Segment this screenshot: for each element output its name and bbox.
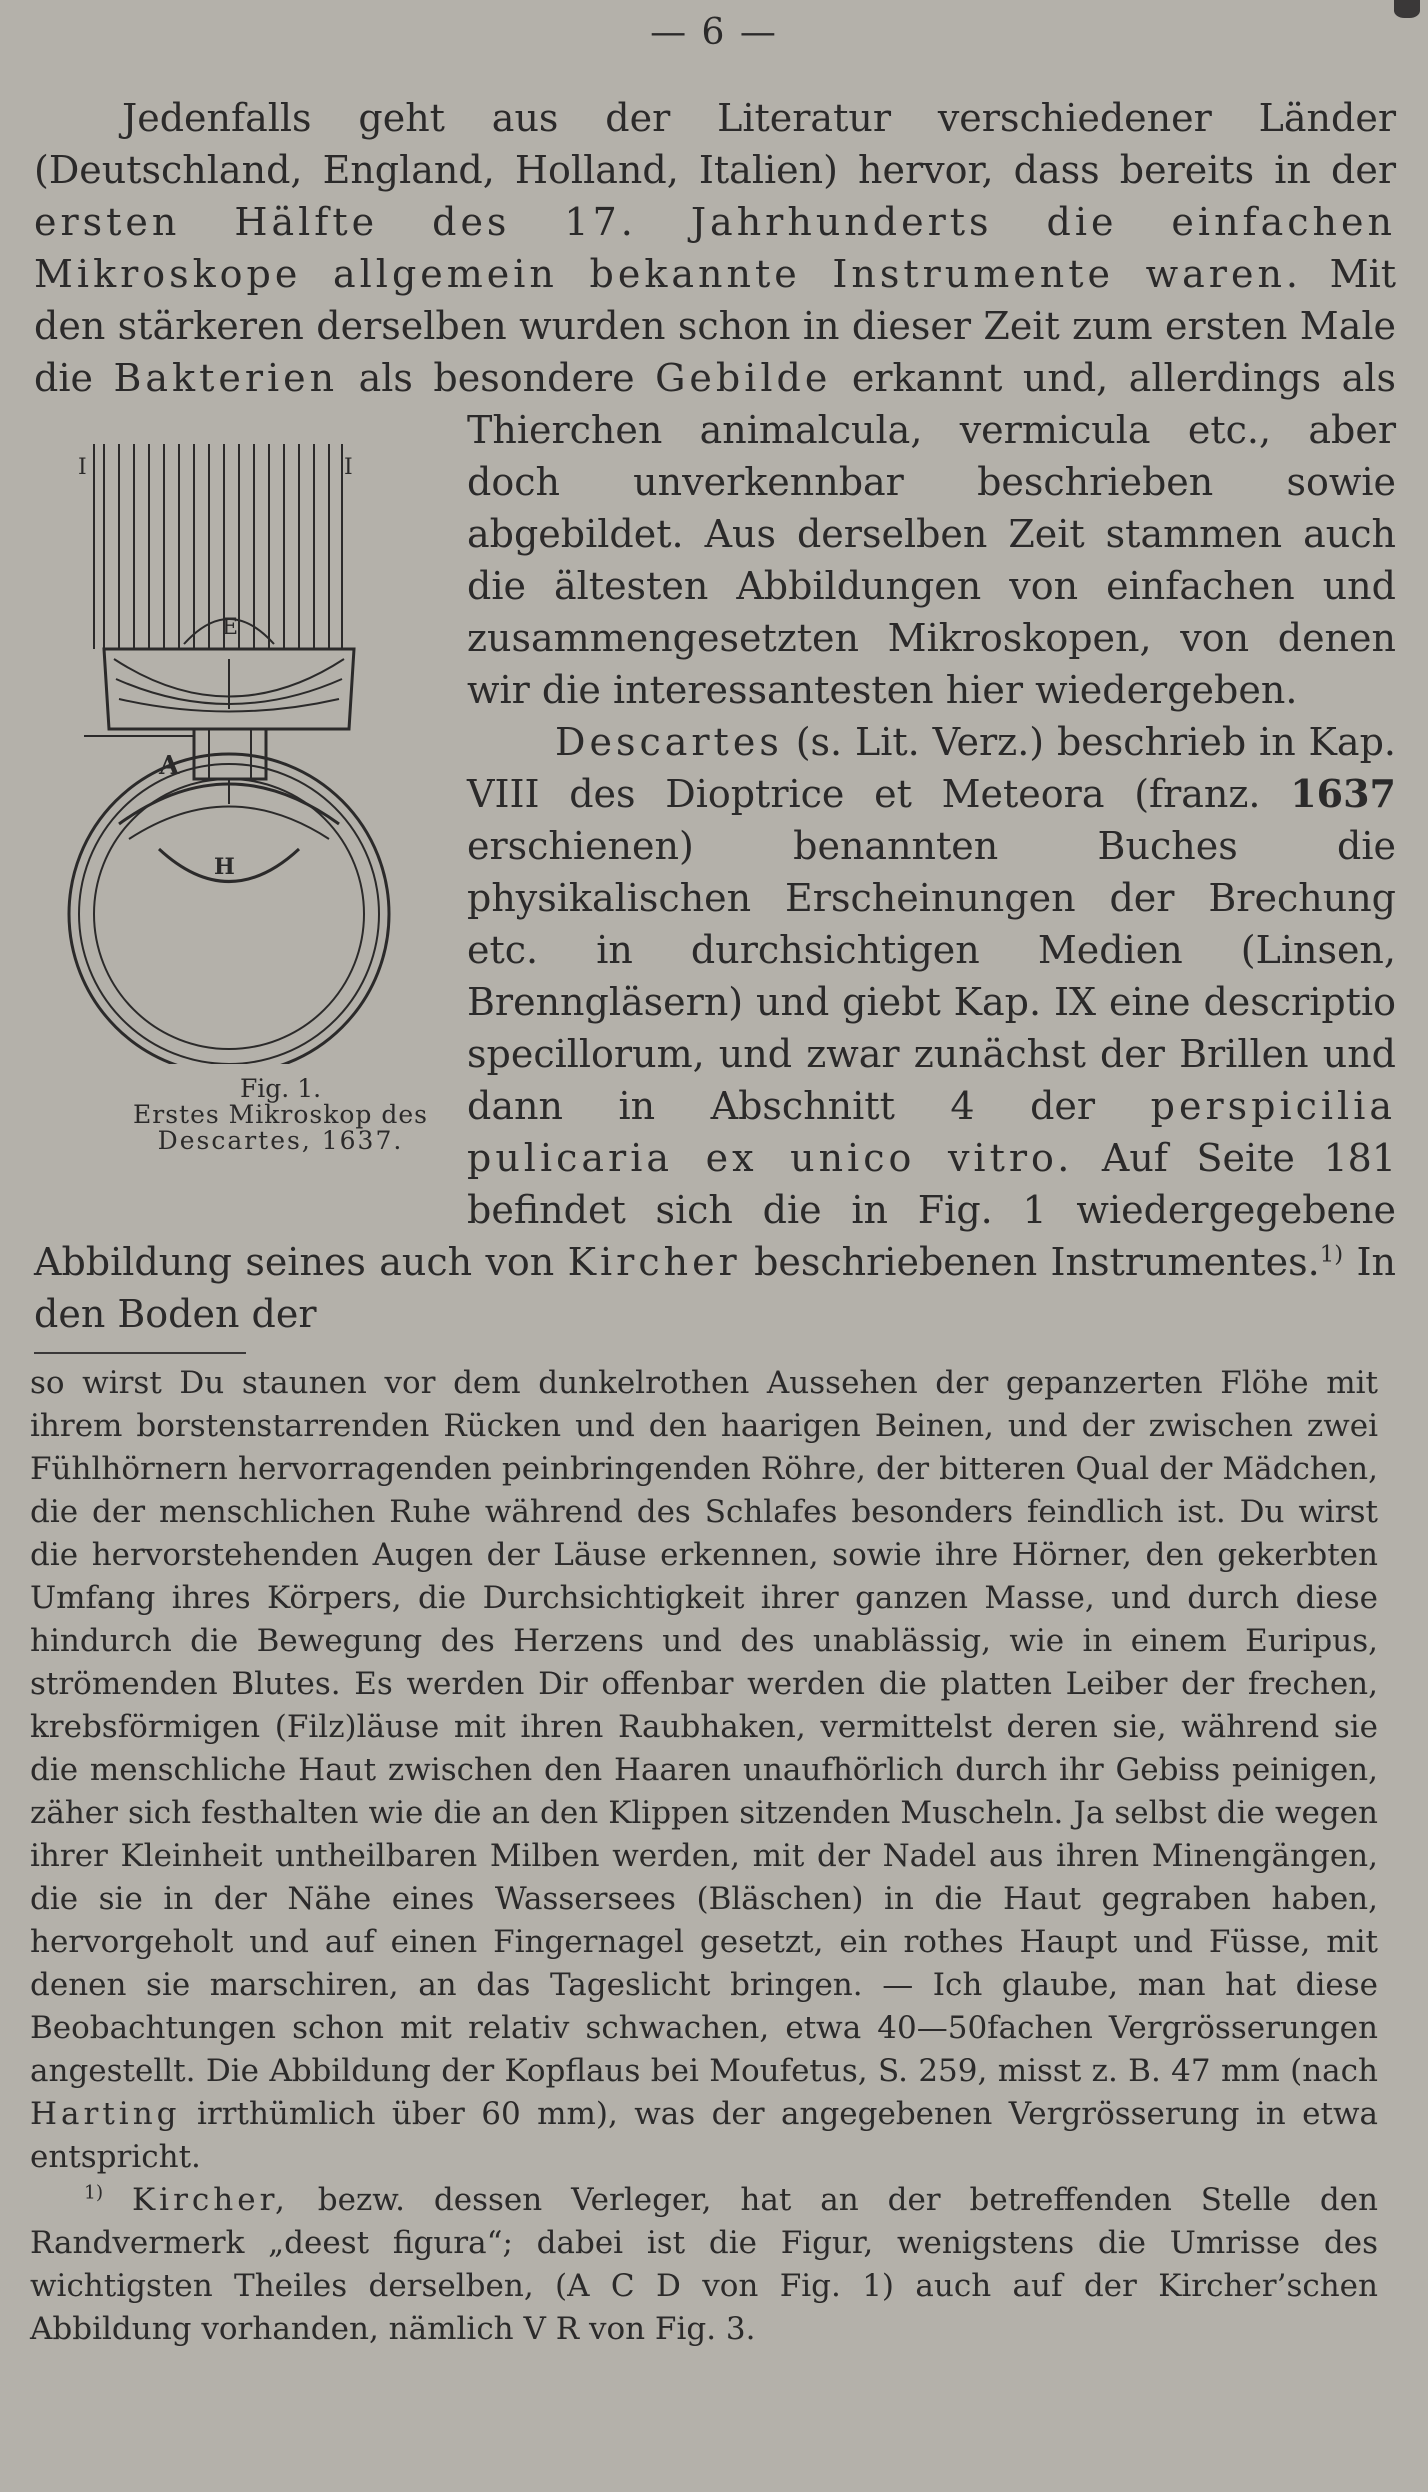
page-number: — 6 —: [650, 12, 778, 53]
footnote-1-end: irrthümlich über 60 mm), was der angegebenen Vergrösserung in etwa entspricht.: [30, 2096, 1378, 2175]
p2-year: 1637: [1290, 771, 1396, 816]
footnote-separator: [34, 1352, 246, 1354]
figure-1: [34, 352, 439, 1192]
p1-text: Jedenfalls geht aus der Literatur verschiedener Länder (Deutschland, England, Holland, Italien) hervor, dass bereits in der: [34, 96, 1396, 192]
p1-gebilde: Gebilde: [655, 356, 832, 400]
corner-ink-mark: [1394, 0, 1420, 18]
label-i-right: I: [344, 455, 353, 480]
p1-text-b: Mit den stärkeren derselben wurden schon in dieser Zeit zum ersten Male die: [34, 252, 1396, 400]
p2-text-c: Auf Seite 181 befindet sich die in Fig. 1 wiedergegebene Abbildung seines auch von: [34, 1136, 1396, 1284]
label-e: E: [222, 615, 239, 640]
footnote-1-text: so wirst Du staunen vor dem dunkelrothen Aussehen der gepanzerten Flöhe mit ihrem borstenstarrenden Rücken und den haarigen Beinen, und der zwischen zwei Fühlhörnern hervorragenden peinbringenden Röhre, der bitteren Qual der Mädchen, die der menschlichen Ruhe während des Schlafes besonders feindlich ist. Du wirst die hervorstehenden Augen der Läuse erkennen, sowie ihre Hörner, den gekerbten Umfang ihres Körpers, die Durchsichtigkeit ihrer ganzen Masse, und durch diese hindurch die Bewegung des Herzens und des unablässig, wie in einem Euripus, strömenden Blutes. Es werden Dir offenbar werden die platten Leiber der frechen, krebsförmigen (Filz)läuse mit ihren Raubhaken, vermittelst deren sie, während sie die menschliche Haut zwischen den Haaren unaufhörlich durch ihr Gebiss peinigen, zäher sich festhalten wie die an den Klippen sitzenden Muscheln. Ja selbst die wegen ihrer Kleinheit untheilbaren Milben werden, mit der Nadel aus ihren Minengängen, die sie in der Nähe eines Wassersees (Bläschen) in die Haut gegraben haben, hervorgeholt und auf einen Fingernagel gesetzt, ein rothes Haupt und Füsse, mit denen sie marschiren, an das Tageslicht bringen. — Ich glaube, man hat diese Beobachtungen schon mit relativ schwachen, etwa 40—50fachen Vergrösserungen angestellt. Die Abbildung der Kopflaus bei Moufetus, S. 259, misst z. B. 47 mm (nach: [30, 1365, 1378, 2089]
kircher-name: Kircher: [567, 1240, 741, 1284]
figure-caption: [34, 1076, 439, 1154]
p2-text-d: beschriebenen Instrumentes.: [754, 1240, 1320, 1284]
p1-text-d: erkannt und, allerdings als Thierchen animalcula, vermicula etc., aber doch unverkennbar beschrieben sowie abgebildet. Aus derselben Zeit stammen auch die ältesten Abbildungen von einfachen und zusammengesetzten Mikroskopen, von denen wir die interessantesten hier wiedergeben.: [467, 356, 1396, 712]
footnote-2-text: bezw. dessen Verleger, hat an der betreffenden Stelle den Randvermerk „deest figura“; dabei ist die Figur, wenigstens die Umrisse des wichtigsten Theiles derselben, (A C D von Fig. 1) auch auf der Kircher’schen Abbildung vorhanden, nämlich V R von Fig. 3.: [30, 2182, 1378, 2347]
p2-text-a: (s. Lit. Verz.) beschrieb in Kap. VIII des Dioptrice et Meteora (franz.: [467, 720, 1396, 816]
descartes-name: Descartes: [555, 720, 783, 764]
footnote-2-marker: 1): [84, 2182, 104, 2204]
caption-line-1: Fig. 1.: [239, 1074, 322, 1103]
main-text: [34, 92, 1396, 1340]
p2-spaced-text: perspicilia pulicaria ex unico vitro.: [467, 1084, 1396, 1180]
p1-bakterien: Bakterien: [113, 356, 339, 400]
footnote-2-kircher: Kircher,: [132, 2182, 289, 2218]
caption-line-3: Descartes, 1637.: [157, 1126, 404, 1155]
footnotes: [30, 1362, 1378, 2351]
label-h: H: [214, 854, 235, 880]
footnote-ref-1: 1): [1319, 1241, 1344, 1268]
label-a: A: [159, 751, 180, 781]
descartes-microscope-illustration: [44, 444, 424, 1064]
label-i-left: I: [78, 455, 87, 480]
caption-line-2: Erstes Mikroskop des: [133, 1100, 428, 1129]
footnote-continuation: [30, 1362, 1378, 2179]
harting-name: Harting: [30, 2096, 181, 2132]
p2-text-b: erschienen) benannten Buches die physikalischen Erscheinungen der Brechung etc. in durchsichtigen Medien (Linsen, Brenngläsern) und giebt Kap. IX eine descriptio specillorum, und zwar zunächst der Brillen und dann in Abschnitt 4 der: [467, 824, 1396, 1128]
footnote-2: [30, 2179, 1378, 2351]
p1-spaced-text: ersten Hälfte des 17. Jahrhunderts die einfachen Mikroskope allgemein bekannte Instrumente waren.: [34, 200, 1396, 296]
p1-text-c: als besondere: [358, 356, 635, 400]
p2-text-e: In den Boden der: [34, 1240, 1396, 1336]
